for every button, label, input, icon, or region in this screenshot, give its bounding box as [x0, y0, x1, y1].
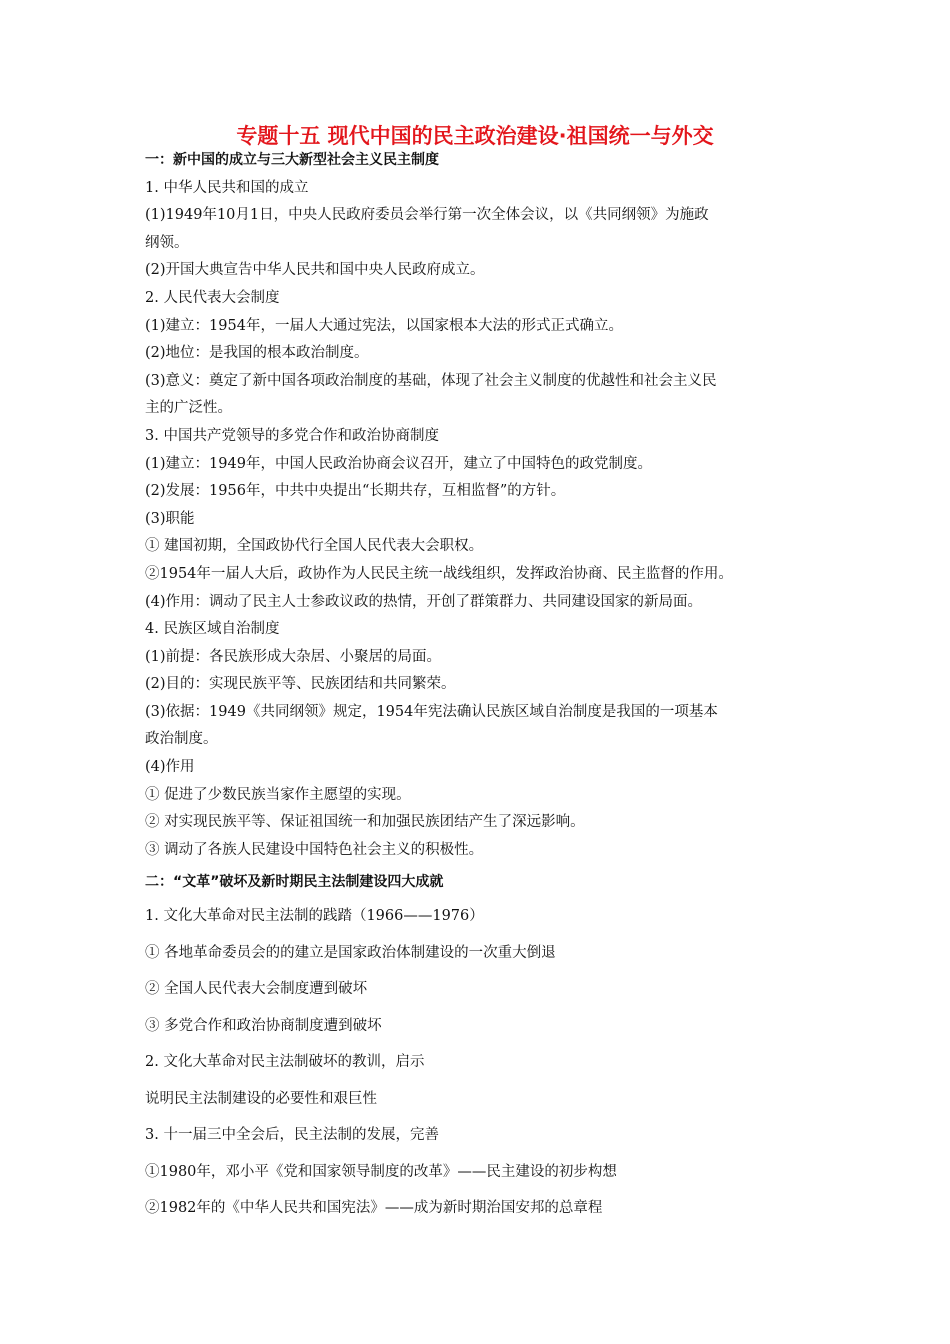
text-line: ①1980年，邓小平《党和国家领导制度的改革》——民主建设的初步构想 — [145, 1163, 617, 1180]
text-line: 1. 文化大革命对民主法制的践踏（1966——1976） — [145, 908, 484, 924]
text-line: 说明民主法制建设的必要性和艰巨性 — [145, 1090, 377, 1107]
text-line: 4. 民族区域自治制度 — [145, 621, 280, 638]
page-title: 专题十五 现代中国的民主政治建设·祖国统一与外交 — [236, 124, 714, 148]
text-line: (3)意义：奠定了新中国各项政治制度的基础，体现了社会主义制度的优越性和社会主义民 — [145, 372, 717, 389]
text-line: (2)发展：1956年，中共中央提出“长期共存，互相监督”的方针。 — [145, 483, 566, 500]
text-line: ① 促进了少数民族当家作主愿望的实现。 — [145, 786, 411, 803]
section-heading: 二：“文革”破坏及新时期民主法制建设四大成就 — [145, 874, 444, 890]
text-line: (4)作用：调动了民主人士参政议政的热情，开创了群策群力、共同建设国家的新局面。 — [145, 593, 703, 610]
text-line: (3)职能 — [145, 510, 195, 527]
text-line: 2. 文化大革命对民主法制破坏的教训，启示 — [145, 1054, 425, 1070]
text-line: (1)前提：各民族形成大杂居、小聚居的局面。 — [145, 648, 442, 665]
section-heading: 一：新中国的成立与三大新型社会主义民主制度 — [145, 152, 439, 168]
text-line: ③ 多党合作和政治协商制度遭到破坏 — [145, 1017, 382, 1034]
text-line: 3. 中国共产党领导的多党合作和政治协商制度 — [145, 427, 439, 444]
text-line: ②1982年的《中华人民共和国宪法》——成为新时期治国安邦的总章程 — [145, 1200, 603, 1216]
text-line: (3)依据：1949《共同纲领》规定，1954年宪法确认民族区域自治制度是我国的一项基本 — [145, 703, 718, 720]
text-line: 主的广泛性。 — [145, 400, 232, 417]
text-line: ② 全国人民代表大会制度遭到破坏 — [145, 981, 368, 997]
text-line: 2. 人民代表大会制度 — [145, 289, 280, 306]
section-two — [145, 866, 815, 1227]
text-line: (2)开国大典宣告中华人民共和国中央人民政府成立。 — [145, 262, 485, 279]
text-line: (1)建立：1949年，中国人民政治协商会议召开，建立了中国特色的政党制度。 — [145, 455, 652, 472]
text-line: ② 对实现民族平等、保证祖国统一和加强民族团结产生了深远影响。 — [145, 814, 585, 831]
text-line: (2)目的：实现民族平等、民族团结和共同繁荣。 — [145, 676, 456, 693]
section-one — [145, 147, 815, 864]
text-line: 纲领。 — [145, 234, 189, 251]
text-line: ③ 调动了各族人民建设中国特色社会主义的积极性。 — [145, 841, 484, 858]
text-line: ②1954年一届人大后，政协作为人民民主统一战线组织，发挥政治协商、民主监督的作用。 — [145, 565, 733, 582]
text-line: ① 各地革命委员会的的建立是国家政治体制建设的一次重大倒退 — [145, 944, 556, 961]
text-line: (2)地位：是我国的根本政治制度。 — [145, 345, 369, 362]
text-line: ① 建国初期，全国政协代行全国人民代表大会职权。 — [145, 538, 484, 555]
text-line: (1)1949年10月1日，中央人民政府委员会举行第一次全体会议，以《共同纲领》为施政 — [145, 207, 709, 224]
text-line: (1)建立：1954年，一届人大通过宪法，以国家根本大法的形式正式确立。 — [145, 317, 623, 334]
text-line: (4)作用 — [145, 759, 195, 776]
text-line: 3. 十一届三中全会后，民主法制的发展，完善 — [145, 1127, 439, 1143]
text-line: 政治制度。 — [145, 731, 218, 748]
text-line: 1. 中华人民共和国的成立 — [145, 179, 309, 196]
